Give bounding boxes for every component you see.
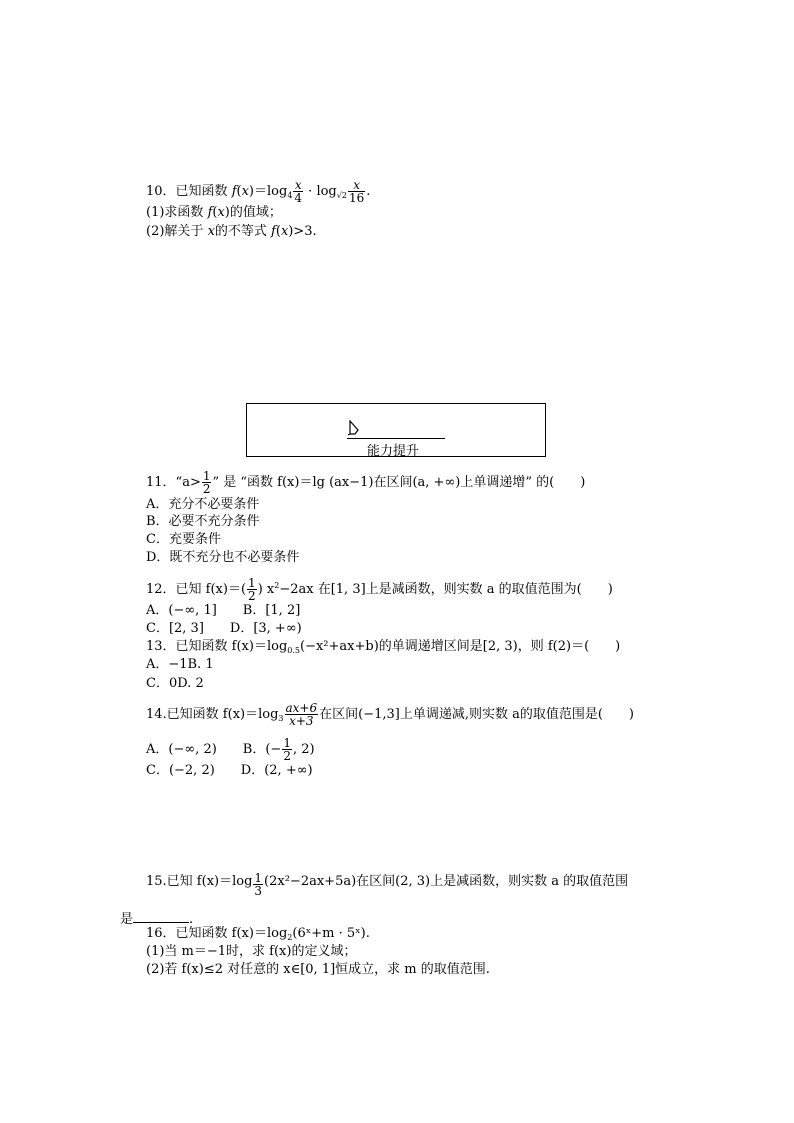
q12-options-row2: C．[2, 3] D．[3, +∞) [146,621,302,636]
q13-stem: 13．已知函数 $f(x)=\log_{0.5}(-x^2+ax+b)$的单调递增区间是[2, 3)，则 f(2)＝( ) [146,639,621,655]
answer-blank[interactable] [133,910,189,923]
q12-options-row1: A．(−∞, 1] B．[1, 2] [146,603,301,618]
q14-options-row2: C．(−2, 2) D．(2, +∞) [146,763,313,778]
fraction: $\frac{1}{2}$ [248,576,256,603]
section-badge [246,403,546,457]
q10-sub1: (1)求函数 f(x)的值域； [146,205,282,220]
q11-option-b: B．必要不充分条件 [146,514,260,529]
fraction: $\frac{ax+6}{x+3}$ [285,701,318,728]
fraction: $\frac{x}{4}$ [294,178,303,205]
pen-icon [347,420,361,440]
q12-stem: 12．已知 f(x)＝( $\frac{1}{2}$ ) $x^2-2ax$ 在[1, 3]上是减函数，则实数 a 的取值范围为( ) [146,576,613,603]
q14-stem: 14.已知函数 $f(x)=\log_3$ $\frac{ax+6}{x+3}$ 在区间(−1,3]上单调递减,则实数 a的取值范围是( ) [146,701,634,728]
q11-stem: 11．“a> $\frac{1}{2}$ ” 是 “函数 f(x)＝lg (ax−1)在区间(a, +∞)上单调递增” 的( ) [146,469,586,496]
badge-underline [347,438,445,439]
fraction: $\frac{1}{2}$ [202,469,211,496]
q11-option-d: D．既不充分也不必要条件 [146,550,300,565]
q16-sub2: (2)若 f(x)≤2 对任意的 x∈[0, 1]恒成立，求 m 的取值范围. [146,962,490,977]
q13-options-row2: C．0D. 2 [146,676,204,691]
q15-answer-line: 是 . [120,912,194,927]
q15-stem: 15.已知 f(x)＝log $\frac{1}{3}$ (2x²−2ax+5a)在区间(2, 3)上是减函数，则实数 a 的取值范围 [146,871,629,898]
q11-option-a: A．充分不必要条件 [146,497,260,512]
q13-options-row1: A．−1B. 1 [146,657,214,672]
q11-option-c: C．充要条件 [146,532,221,547]
q16-stem: 16．已知函数 $f(x)=\log_2(6ˣ+m$ · 5ˣ). [146,926,370,942]
q10-stem: 10．已知函数 $f(x)=\log_4$ $\frac{x}{4}$ · $\log_{√2}$ $\frac{x}{16}$ . [146,178,371,205]
fraction: $\frac{1}{2}$ [283,736,291,763]
q16-sub1: (1)当 m＝−1时，求 f(x)的定义域； [146,944,357,959]
q10-sub2: (2)解关于 x的不等式 f(x)>3. [146,224,317,239]
fraction: $\frac{x}{16}$ [348,178,365,205]
q14-options-row1: A．(−∞, 2) B．(− $\frac{1}{2}$ , 2) [146,736,315,763]
section-title: 能力提升 [367,444,420,459]
fraction: $\frac{1}{3}$ [254,871,263,898]
